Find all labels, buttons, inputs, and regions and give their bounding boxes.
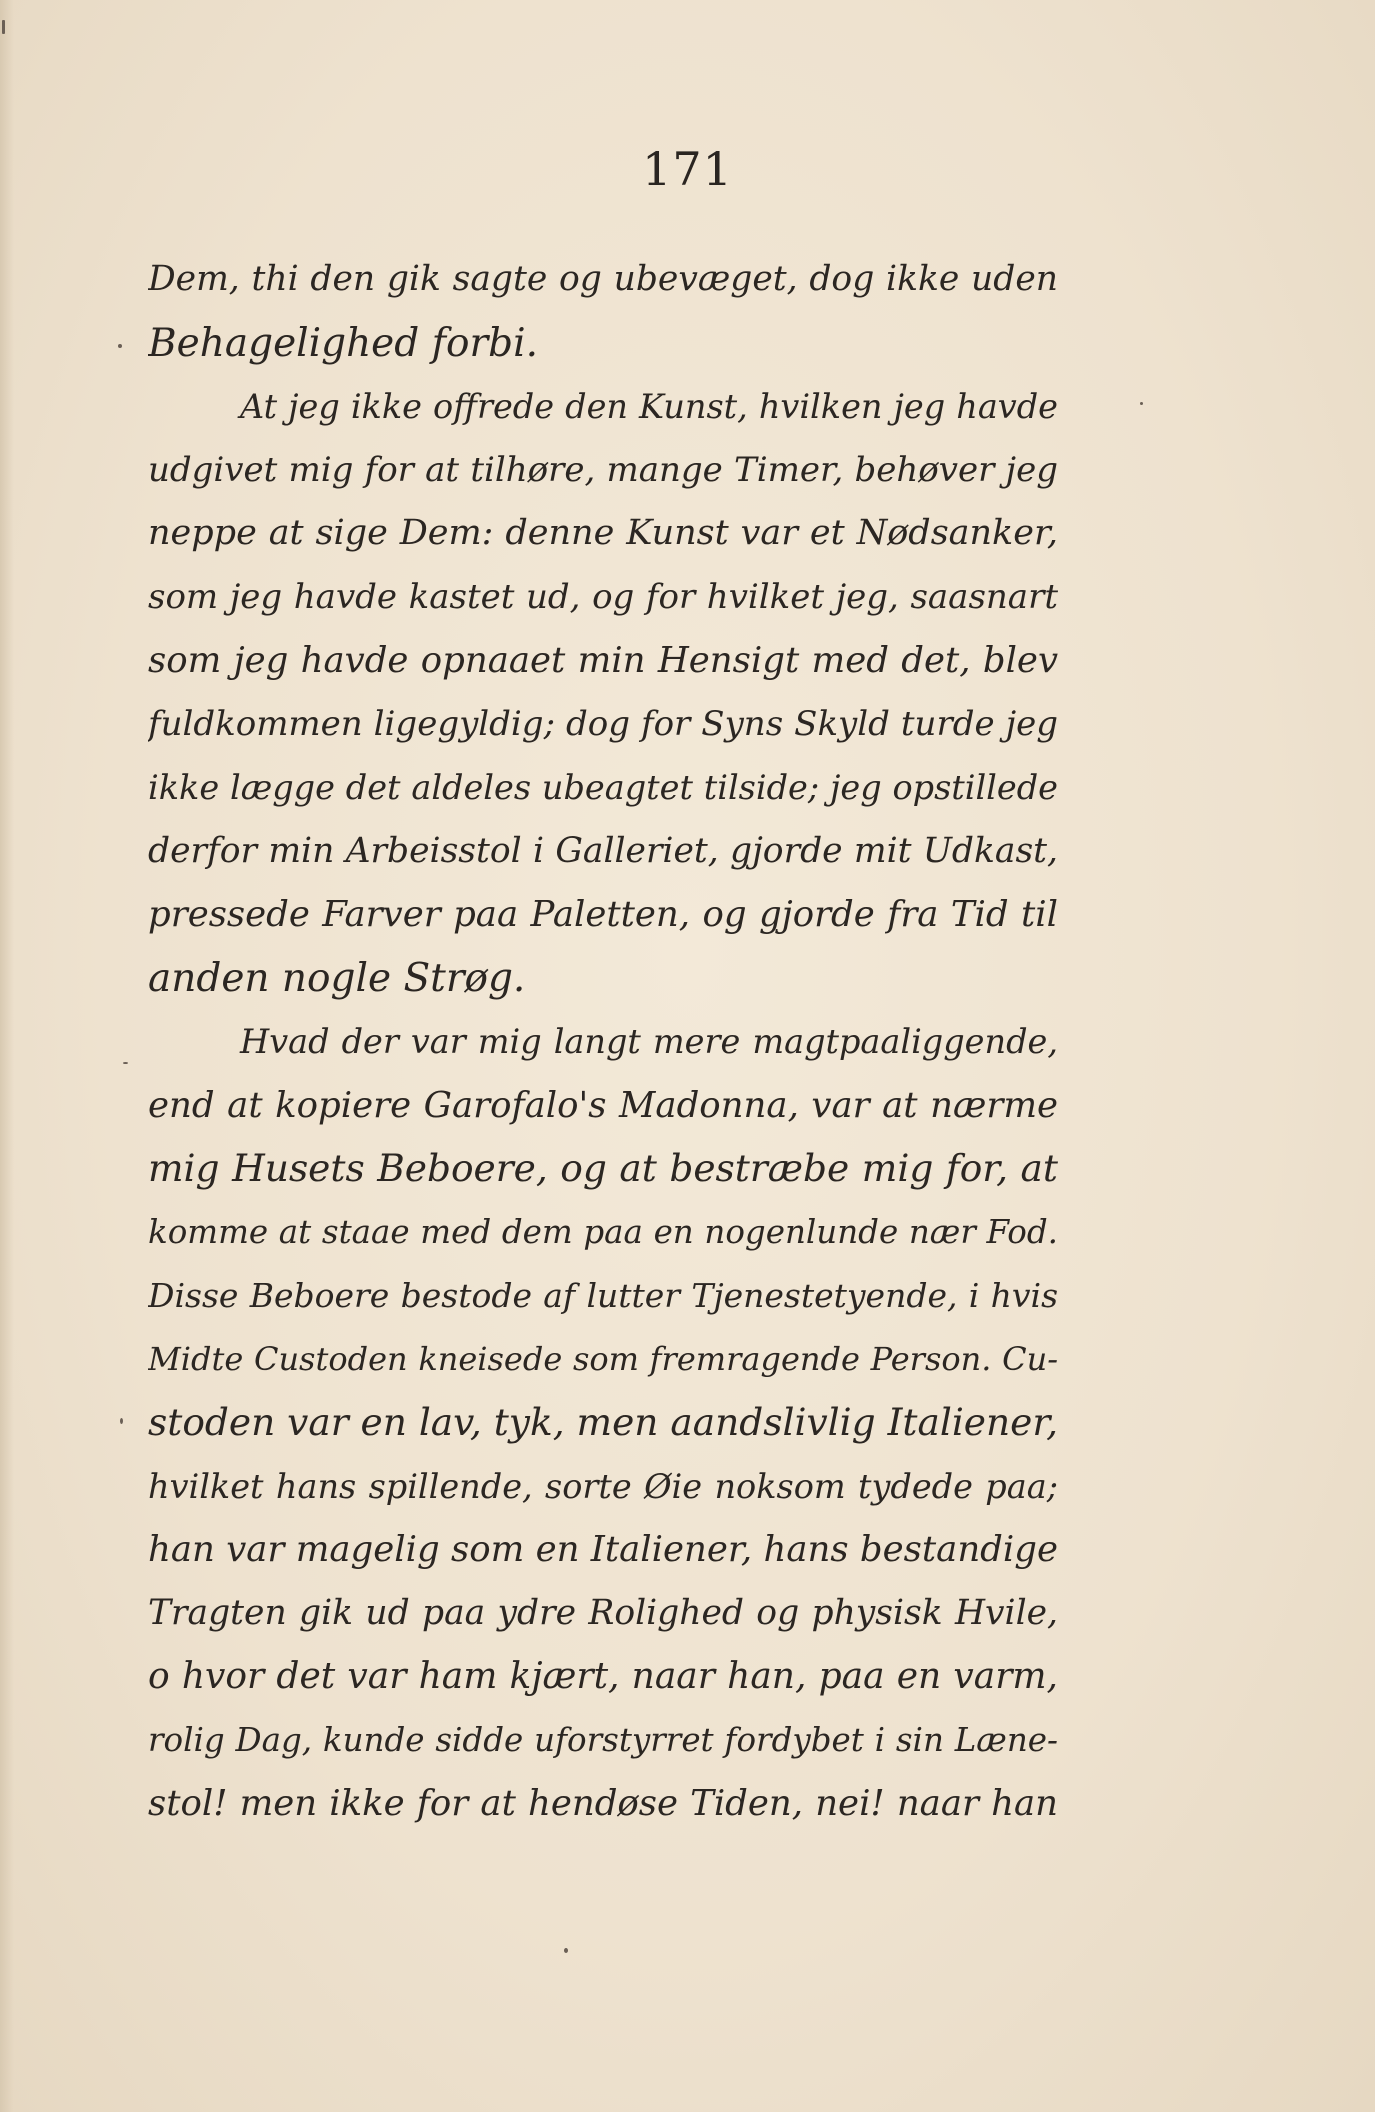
text-line: Tragten gik ud paa ydre Rolighed og physisk Hvile, (148, 1592, 1058, 1633)
text-line: Midte Custoden kneisede som fremragende Person. Cu- (148, 1339, 1058, 1378)
paper-speck (118, 344, 122, 348)
body-text (148, 248, 1058, 1836)
text-line: rolig Dag, kunde sidde uforstyrret fordybet i sin Læne- (148, 1720, 1058, 1759)
paper-speck (123, 1062, 128, 1064)
text-line: pressede Farver paa Paletten, og gjorde fra Tid til (148, 894, 1058, 935)
text-line: udgivet mig for at tilhøre, mange Timer, behøver jeg (148, 449, 1058, 490)
paper-speck (1140, 402, 1143, 405)
page-number: 171 (642, 142, 733, 196)
text-line: komme at staae med dem paa en nogenlunde nær Fod. (148, 1212, 1058, 1251)
text-line: end at kopiere Garofalo's Madonna, var at nærme (148, 1084, 1058, 1126)
paper-speck (564, 1948, 568, 1953)
text-line: Hvad der var mig langt mere magtpaaliggende, (240, 1022, 1058, 1061)
text-line: derfor min Arbeisstol i Galleriet, gjorde mit Udkast, (148, 830, 1058, 871)
text-line: ikke lægge det aldeles ubeagtet tilside; jeg opstillede (148, 768, 1058, 807)
text-line: som jeg havde kastet ud, og for hvilket jeg, saasnart (148, 576, 1058, 617)
text-line: stoden var en lav, tyk, men aandslivlig Italiener, (148, 1400, 1058, 1444)
text-line: stol! men ikke for at hendøse Tiden, nei! naar han (148, 1783, 1058, 1824)
text-line: anden nogle Strøg. (148, 955, 526, 1001)
text-line: At jeg ikke offrede den Kunst, hvilken jeg havde (240, 387, 1058, 426)
paper-speck (2, 20, 5, 34)
text-line: Dem, thi den gik sagte og ubevæget, dog ikke uden (148, 259, 1058, 299)
page-edge-shadow (0, 0, 14, 2112)
text-line: fuldkommen ligegyldig; dog for Syns Skyld turde jeg (148, 703, 1058, 744)
text-line: mig Husets Beboere, og at bestræbe mig for, at (148, 1146, 1058, 1190)
text-line: Behagelighed forbi. (148, 320, 539, 366)
text-line: o hvor det var ham kjært, naar han, paa en varm, (148, 1656, 1058, 1697)
text-line: neppe at sige Dem: denne Kunst var et Nødsanker, (148, 513, 1058, 553)
text-line: Disse Beboere bestode af lutter Tjenestetyende, i hvis (148, 1276, 1058, 1315)
text-line: som jeg havde opnaaet min Hensigt med det, blev (148, 640, 1058, 681)
paper-speck (120, 1418, 123, 1424)
text-line: hvilket hans spillende, sorte Øie noksom tydede paa; (148, 1466, 1058, 1506)
text-line: han var magelig som en Italiener, hans bestandige (148, 1529, 1058, 1570)
